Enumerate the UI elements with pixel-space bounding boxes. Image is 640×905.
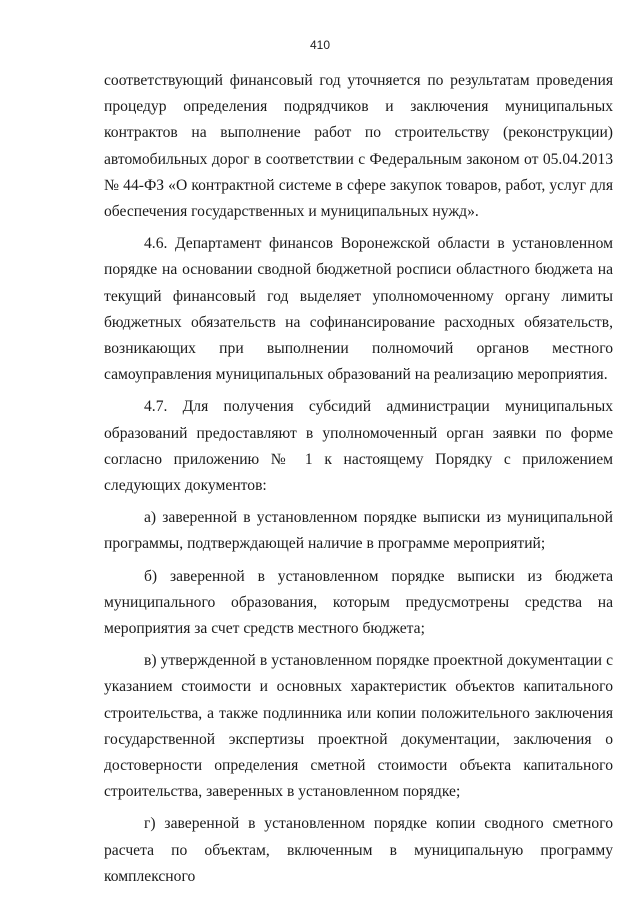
paragraph-clause-4-7: 4.7. Для получения субсидий администрации муниципальных образований предоставляют в уполномоченный орган заявки по форме согласно приложению № 1 к настоящему Порядку с приложением следующих документов: [104, 398, 613, 495]
paragraph-item-b: б) заверенной в установленном порядке выписки из бюджета муниципального образования, которым предусмотрены средства на мероприятия за счет средств местного бюджета; [104, 567, 613, 638]
paragraph-item-g: г) заверенной в установленном порядке копии сводного сметного расчета по объектам, включенным в муниципальную программу комплексного [104, 815, 613, 885]
paragraph-item-v: в) утвержденной в установленном порядке проектной документации с указанием стоимости и основных характеристик объектов капитального строительства, а также подлинника или копии положительного заключения государственной экспертизы проектной документации, заключения о достоверности определения сметной стоимости объекта капитального строительства, заверенных в установленном порядке; [104, 652, 613, 801]
page-number: 410 [309, 38, 331, 52]
paragraph-item-a: а) заверенной в установленном порядке выписки из муниципальной программы, подтверждающей наличие в программе мероприятий; [104, 509, 613, 553]
paragraph-continuation: соответствующий финансовый год уточняется по результатам проведения процедур определения подрядчиков и заключения муниципальных контрактов на выполнение работ по строительству (реконструкции) автомобильных дорог в соответствии с Федеральным законом от 05.04.2013 № 44-ФЗ «О контрактной системе в сфере закупок товаров, работ, услуг для обеспечения государственных и муниципальных нужд». [104, 72, 613, 221]
paragraph-clause-4-6: 4.6. Департамент финансов Воронежской области в установленном порядке на основании сводной бюджетной росписи областного бюджета на текущий финансовый год выделяет уполномоченному органу лимиты бюджетных обязательств на софинансирование расходных обязательств, возникающих при выполнении полномочий органов местного самоуправления муниципальных образований на реализацию мероприятия. [104, 235, 613, 384]
document-body [104, 68, 613, 896]
